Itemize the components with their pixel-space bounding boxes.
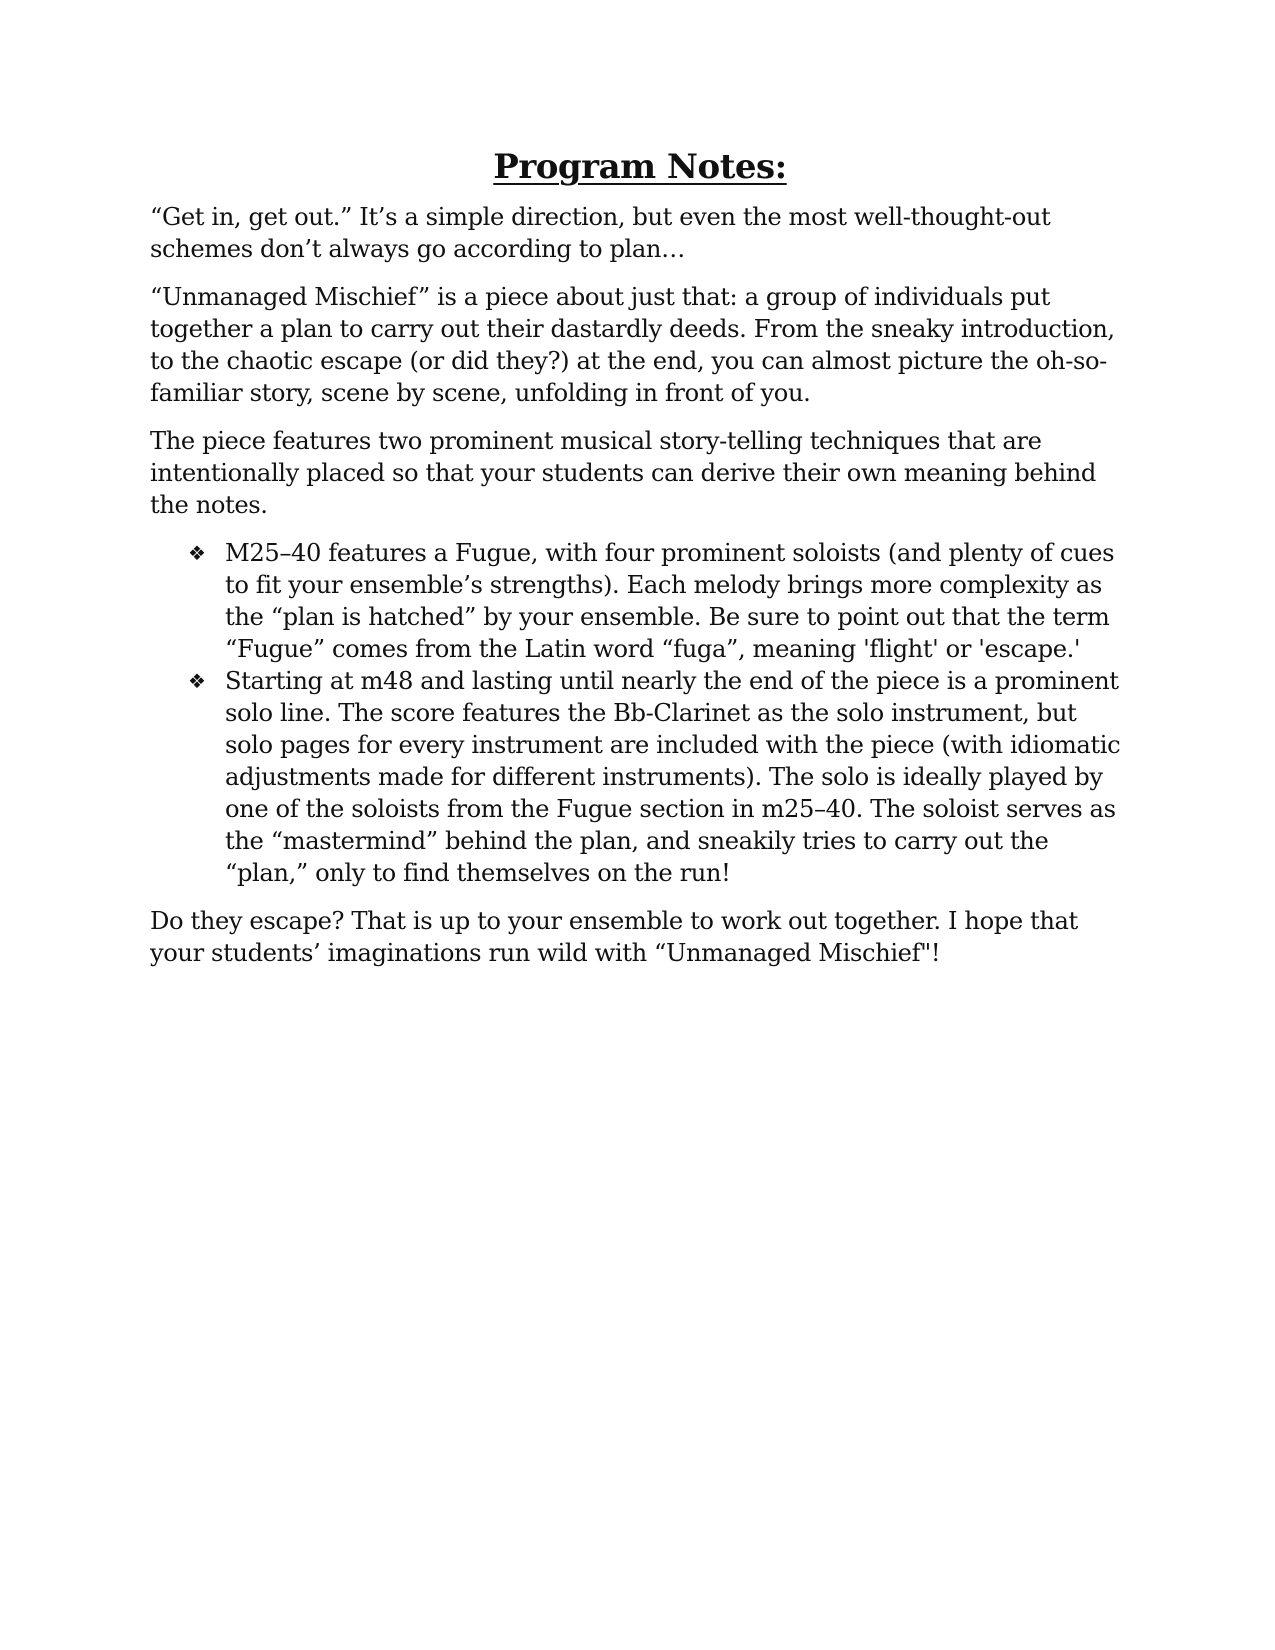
intro-paragraph: “Get in, get out.” It’s a simple direction, but even the most well-thought-out schemes don’t always go according to plan…: [150, 203, 1051, 263]
list-item-text: M25–40 features a Fugue, with four prominent soloists (and plenty of cues to fit your ensemble’s strengths). Each melody brings more complexity as the “plan is hatched” by your ensemble. Be sure to point out that the term “Fugue” comes from the Latin word “fuga”, meaning 'flight' or 'escape.': [225, 539, 1115, 663]
list-item-fugue: [150, 537, 1130, 665]
description-paragraph: “Unmanaged Mischief” is a piece about just that: a group of individuals put together a plan to carry out their dastardly deeds. From the sneaky introduction, to the chaotic escape (or did they?) at the end, you can almost picture the oh-so-familiar story, scene by scene, unfolding in front of you.: [150, 283, 1115, 407]
closing-paragraph: Do they escape? That is up to your ensemble to work out together. I hope that your students’ imaginations run wild with “Unmanaged Mischief"!: [150, 907, 1078, 967]
page-title: Program Notes:: [493, 147, 787, 187]
list-item-text: Starting at m48 and lasting until nearly the end of the piece is a prominent solo line. The score features the Bb-Clarinet as the solo instrument, but solo pages for every instrument are included with the piece (with idiomatic adjustments made for different instruments). The solo is ideally played by one of the soloists from the Fugue section in m25–40. The soloist serves as the “mastermind” behind the plan, and sneakily tries to carry out the “plan,” only to find themselves on the run!: [225, 667, 1121, 887]
diamond-bullet-icon: ❖: [188, 541, 206, 565]
diamond-bullet-icon: ❖: [188, 669, 206, 693]
document-page: [150, 145, 1130, 985]
list-item-solo: [150, 665, 1130, 889]
techniques-list: [150, 537, 1130, 889]
techniques-paragraph: The piece features two prominent musical story-telling techniques that are intentionally placed so that your students can derive their own meaning behind the notes.: [150, 427, 1097, 519]
